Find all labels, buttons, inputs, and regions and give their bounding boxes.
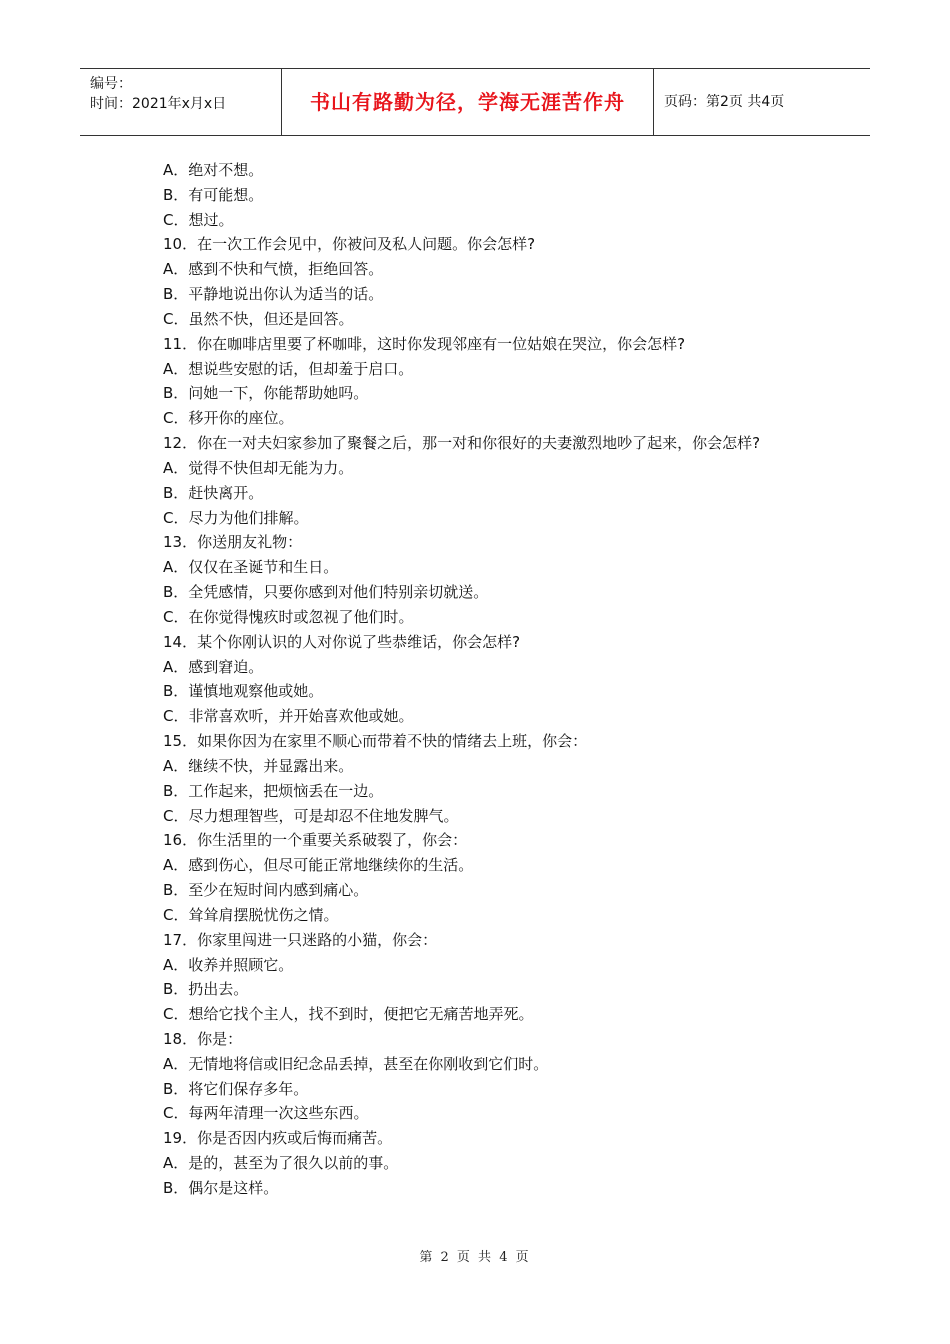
text-line: B．偶尔是这样。 — [163, 1178, 279, 1197]
question-line: 13．你送朋友礼物： — [163, 533, 303, 552]
text-line: A．绝对不想。 — [163, 161, 264, 179]
header-meta — [80, 69, 282, 135]
text-line: C．虽然不快，但还是回答。 — [163, 309, 354, 328]
text-line: A．感到窘迫。 — [163, 657, 264, 676]
text-line: C．尽力想理智些，可是却忍不住地发脾气。 — [163, 806, 459, 825]
question-line: 17．你家里闯进一只迷路的小猫，你会： — [163, 930, 438, 949]
header-page-number: 页码：第2页 共4页 — [664, 94, 785, 110]
text-line: A．仅仅在圣诞节和生日。 — [163, 558, 339, 577]
text-line: C．耸耸肩摆脱忧伤之情。 — [163, 905, 339, 924]
text-line: A．感到不快和气愤，拒绝回答。 — [163, 260, 384, 279]
question-line: 16．你生活里的一个重要关系破裂了，你会： — [163, 831, 468, 850]
text-line: A．收养并照顾它。 — [163, 955, 294, 974]
text-line: C．尽力为他们排解。 — [163, 508, 309, 527]
page-header — [80, 68, 870, 136]
text-line: B．谨慎地观察他或她。 — [163, 682, 324, 701]
question-line: 18．你是： — [163, 1030, 243, 1048]
question-line: 10．在一次工作会见中，你被问及私人问题。你会怎样? — [163, 235, 536, 254]
document-body — [145, 158, 817, 1201]
text-line: A．是的，甚至为了很久以前的事。 — [163, 1154, 399, 1173]
page-footer: 第 2 页 共 4 页 — [419, 1250, 531, 1265]
text-line: A．想说些安慰的话，但却羞于启口。 — [163, 359, 414, 378]
text-line: B．有可能想。 — [163, 185, 264, 204]
text-line: C．非常喜欢听，并开始喜欢他或她。 — [163, 707, 414, 726]
text-line: B．工作起来，把烦恼丢在一边。 — [163, 781, 384, 800]
text-line: B．至少在短时间内感到痛心。 — [163, 881, 369, 900]
text-line: A．觉得不快但却无能为力。 — [163, 458, 354, 477]
question-line: 19．你是否因内疚或后悔而痛苦。 — [163, 1129, 393, 1148]
text-line: C．想过。 — [163, 210, 234, 229]
text-line: B．问她一下，你能帮助她吗。 — [163, 384, 369, 403]
text-line: B．扔出去。 — [163, 980, 249, 999]
text-line: A．无情地将信或旧纪念品丢掉，甚至在你刚收到它们时。 — [163, 1054, 549, 1073]
text-line: B．平静地说出你认为适当的话。 — [163, 285, 384, 304]
text-line: C．每两年清理一次这些东西。 — [163, 1104, 369, 1123]
text-line: B．将它们保存多年。 — [163, 1079, 309, 1098]
text-line: C．想给它找个主人，找不到时，便把它无痛苦地弄死。 — [163, 1005, 534, 1024]
text-line: A．继续不快，并显露出来。 — [163, 756, 354, 775]
text-line: A．感到伤心，但尽可能正常地继续你的生活。 — [163, 856, 474, 875]
header-motto: 书山有路勤为径，学海无涯苦作舟 — [282, 69, 654, 135]
text-line: B．全凭感情，只要你感到对他们特别亲切就送。 — [163, 583, 489, 602]
document-time-label: 时间：2021年x月x日 — [90, 96, 227, 112]
text-line: B．赶快离开。 — [163, 483, 264, 502]
text-line: C．在你觉得愧疚时或忽视了他们时。 — [163, 607, 414, 626]
question-line: 11．你在咖啡店里要了杯咖啡，这时你发现邻座有一位姑娘在哭泣，你会怎样? — [163, 334, 686, 353]
document-number-label: 编号： — [90, 76, 132, 92]
question-line: 14．某个你刚认识的人对你说了些恭维话，你会怎样? — [163, 632, 521, 651]
question-line: 12．你在一对夫妇家参加了聚餐之后，那一对和你很好的夫妻激烈地吵了起来，你会怎样? — [163, 434, 761, 453]
question-line: 15．如果你因为在家里不顺心而带着不快的情绪去上班，你会： — [163, 732, 588, 751]
text-line: C．移开你的座位。 — [163, 409, 294, 428]
